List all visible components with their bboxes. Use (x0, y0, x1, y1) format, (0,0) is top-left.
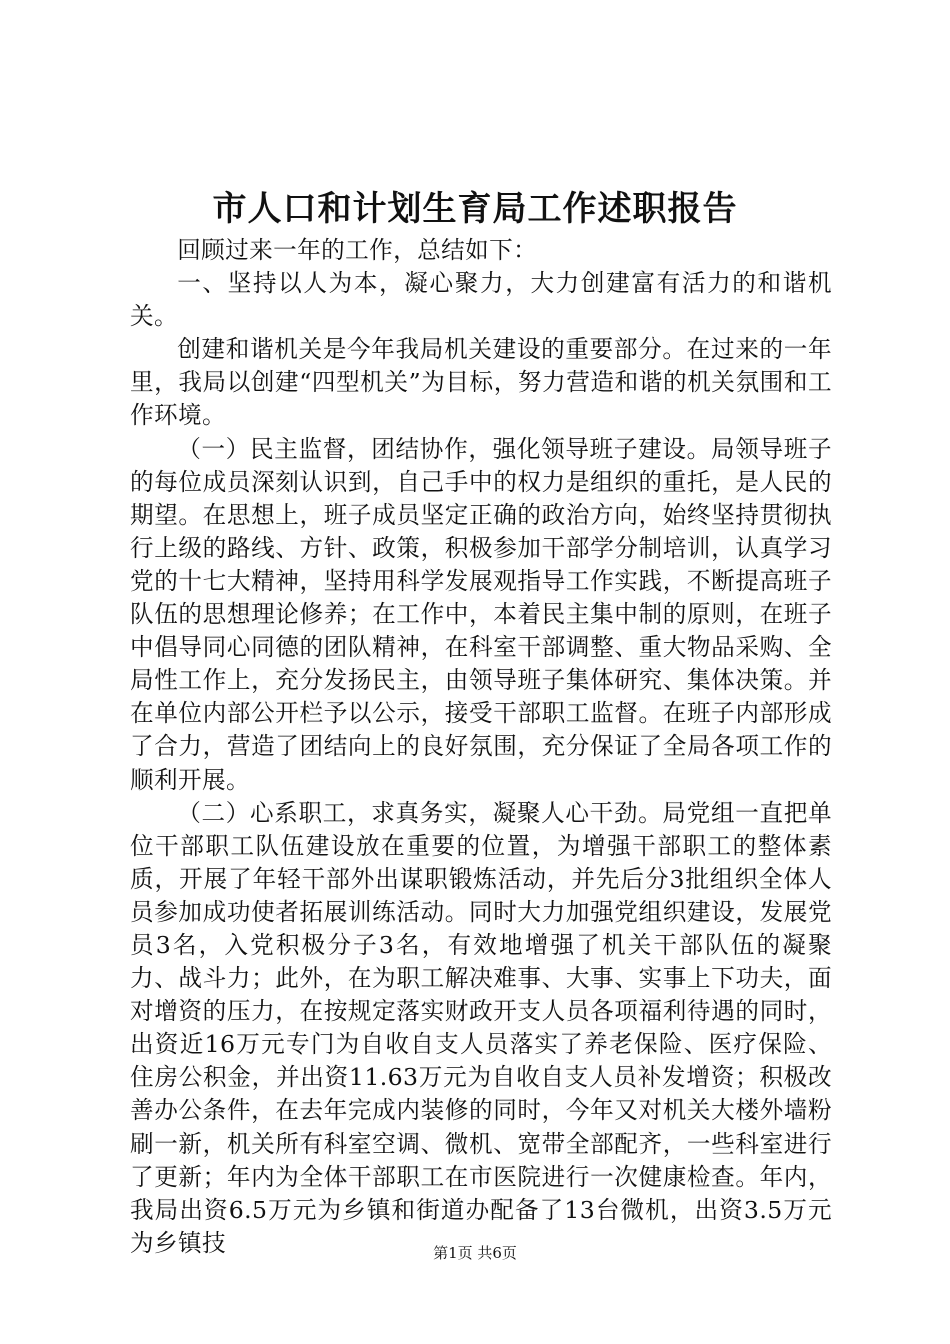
page-footer: 第1页 共6页 (433, 1244, 517, 1262)
document-body (130, 234, 832, 1260)
paragraph-intro: 回顾过来一年的工作，总结如下： (177, 236, 538, 264)
paragraph-staff-care: （二）心系职工，求真务实，凝聚人心干劲。局党组一直把单位干部职工队伍建设放在重要的位置，为增强干部职工的整体素质，开展了年轻干部外出谋职锻炼活动，并先后分3批组织全体人员参加成功使者拓展训练活动。同时大力加强党组织建设，发展党员3名，入党积极分子3名，有效地增强了机关干部队伍的凝聚力、战斗力；此外，在为职工解决难事、大事、实事上下功夫，面对增资的压力，在按规定落实财政开支人员各项福利待遇的同时，出资近16万元专门为自收自支人员落实了养老保险、医疗保险、住房公积金，并出资11.63万元为自收自支人员补发增资；积极改善办公条件，在去年完成内装修的同时，今年又对机关大楼外墙粉刷一新，机关所有科室空调、微机、宽带全部配齐，一些科室进行了更新；年内为全体干部职工在市医院进行一次健康检查。年内，我局出资6.5万元为乡镇和街道办配备了13台微机，出资3.5万元为乡镇技 (130, 798, 832, 1257)
paragraph-harmony-overview: 创建和谐机关是今年我局机关建设的重要部分。在过来的一年里，我局以创建“四型机关”为目标，努力营造和谐的机关氛围和工作环境。 (130, 335, 832, 430)
paragraph-leadership: （一）民主监督，团结协作，强化领导班子建设。局领导班子的每位成员深刻认识到，自己手中的权力是组织的重托，是人民的期望。在思想上，班子成员坚定正确的政治方向，始终坚持贯彻执行上级的路线、方针、政策，积极参加干部学分制培训，认真学习党的十七大精神，坚持用科学发展观指导工作实践，不断提高班子队伍的思想理论修养；在工作中，本着民主集中制的原则，在班子中倡导同心同德的团队精神，在科室干部调整、重大物品采购、全局性工作上，充分发扬民主，由领导班子集体研究、集体决策。并在单位内部公开栏予以公示，接受干部职工监督。在班子内部形成了合力，营造了团结向上的良好氛围，充分保证了全局各项工作的顺利开展。 (130, 434, 832, 794)
paragraph-section-heading: 一、坚持以人为本，凝心聚力，大力创建富有活力的和谐机关。 (130, 269, 832, 331)
document-title: 市人口和计划生育局工作述职报告 (212, 189, 738, 229)
